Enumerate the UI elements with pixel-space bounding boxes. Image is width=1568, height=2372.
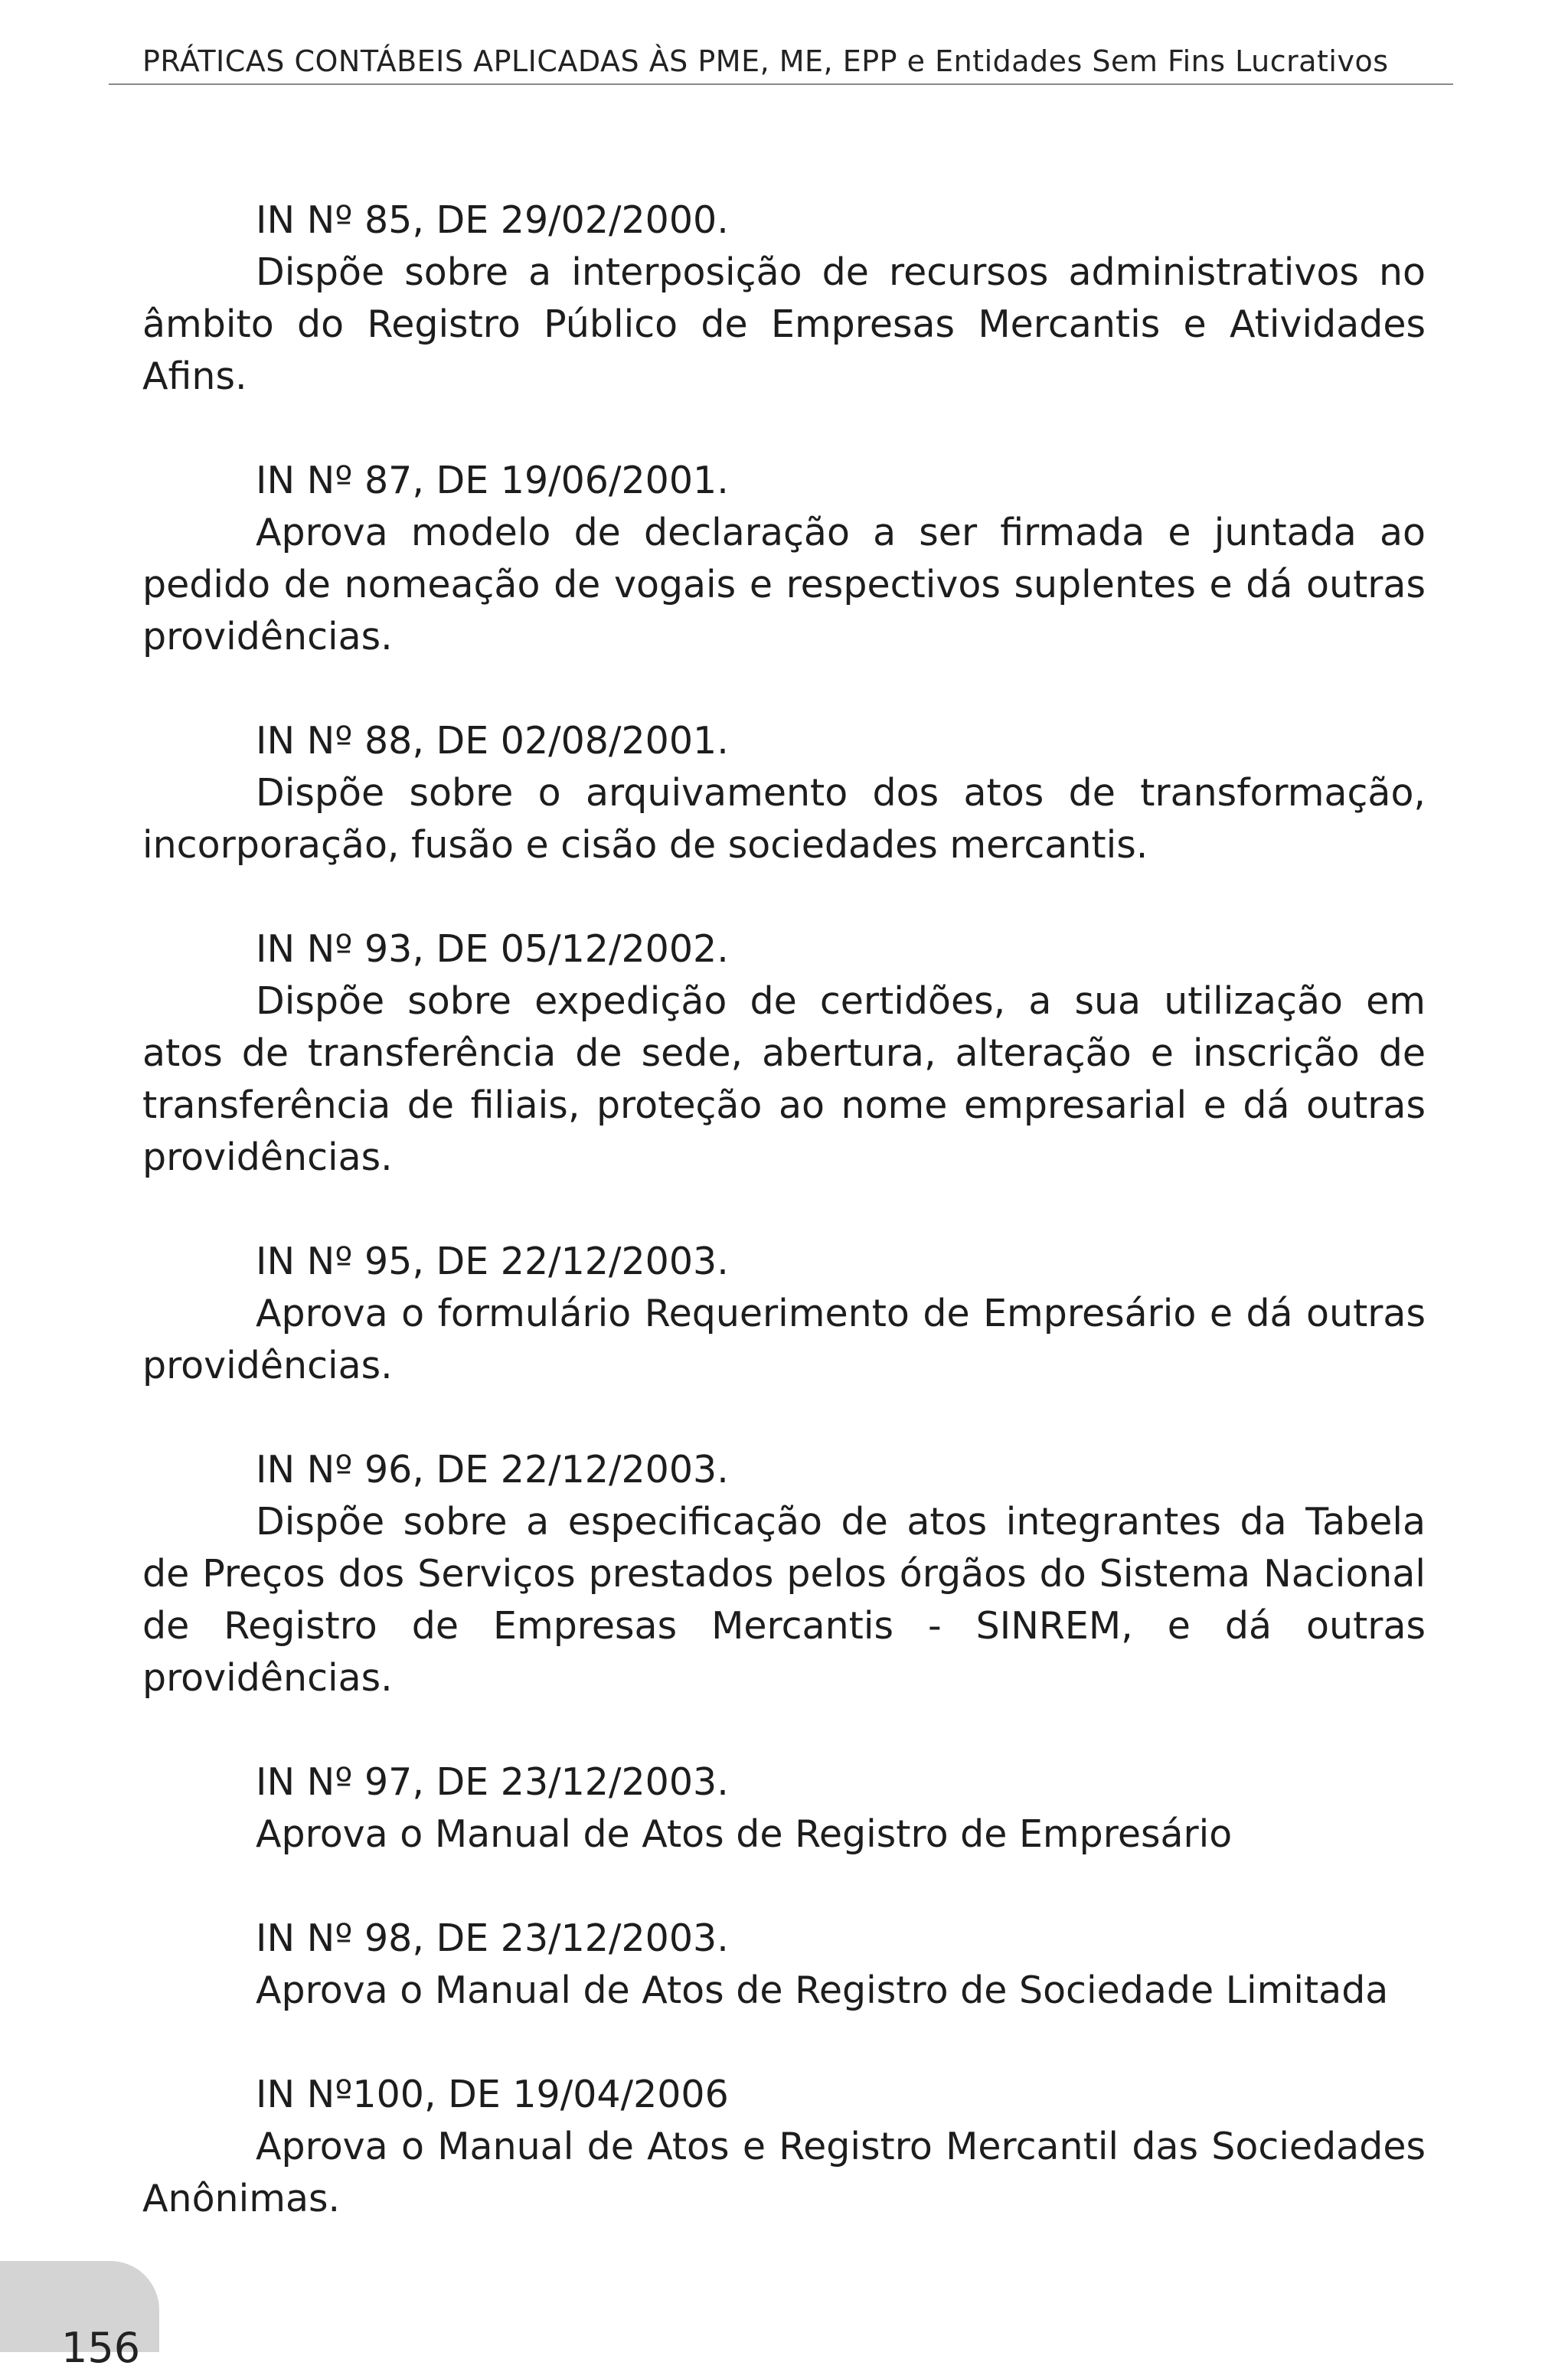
entry-description: Aprova o Manual de Atos e Registro Mercantil das Sociedades Anônimas. <box>142 2125 1426 2220</box>
list-item <box>142 923 1426 1184</box>
entry-title: IN Nº 88, DE 02/08/2001. <box>256 719 729 763</box>
running-header: PRÁTICAS CONTÁBEIS APLICADAS ÀS PME, ME, EPP e Entidades Sem Fins Lucrativos <box>142 44 1389 78</box>
list-item <box>142 1756 1426 1861</box>
entry-description: Dispõe sobre a especificação de atos integrantes da Tabela de Preços dos Serviços prestados pelos órgãos do Sistema Nacional de Registro de Empresas Mercantis - SINREM, e dá outras providências. <box>142 1500 1426 1700</box>
entry-title: IN Nº 96, DE 22/12/2003. <box>256 1448 729 1491</box>
entry-description: Aprova o Manual de Atos de Registro de Sociedade Limitada <box>256 1968 1389 2012</box>
list-item <box>142 1444 1426 1704</box>
page-number: 156 <box>61 2324 141 2372</box>
entry-description: Aprova o formulário Requerimento de Empresário e dá outras providências. <box>142 1292 1426 1387</box>
header-divider <box>109 83 1453 85</box>
list-item <box>142 194 1426 403</box>
entry-description: Dispõe sobre a interposição de recursos administrativos no âmbito do Registro Público de Empresas Mercantis e Atividades Afins. <box>142 250 1426 398</box>
list-item <box>142 455 1426 663</box>
list-item <box>142 1236 1426 1392</box>
entry-title: IN Nº 93, DE 05/12/2002. <box>256 927 729 971</box>
entry-title: IN Nº 85, DE 29/02/2000. <box>256 198 729 242</box>
document-body <box>142 194 1426 2277</box>
entry-description: Aprova o Manual de Atos de Registro de Empresário <box>256 1812 1233 1856</box>
list-item <box>142 1913 1426 2017</box>
entry-title: IN Nº100, DE 19/04/2006 <box>256 2073 729 2116</box>
entry-description: Dispõe sobre o arquivamento dos atos de transformação, incorporação, fusão e cisão de sociedades mercantis. <box>142 771 1426 867</box>
list-item <box>142 2069 1426 2225</box>
entry-title: IN Nº 98, DE 23/12/2003. <box>256 1916 729 1960</box>
list-item <box>142 715 1426 871</box>
entry-title: IN Nº 95, DE 22/12/2003. <box>256 1240 729 1283</box>
entry-description: Dispõe sobre expedição de certidões, a sua utilização em atos de transferência de sede, abertura, alteração e inscrição de transferência de filiais, proteção ao nome empresarial e dá outras providências. <box>142 979 1426 1179</box>
entry-title: IN Nº 87, DE 19/06/2001. <box>256 459 729 502</box>
entry-description: Aprova modelo de declaração a ser firmada e juntada ao pedido de nomeação de vogais e respectivos suplentes e dá outras providências. <box>142 511 1426 658</box>
entry-title: IN Nº 97, DE 23/12/2003. <box>256 1760 729 1804</box>
